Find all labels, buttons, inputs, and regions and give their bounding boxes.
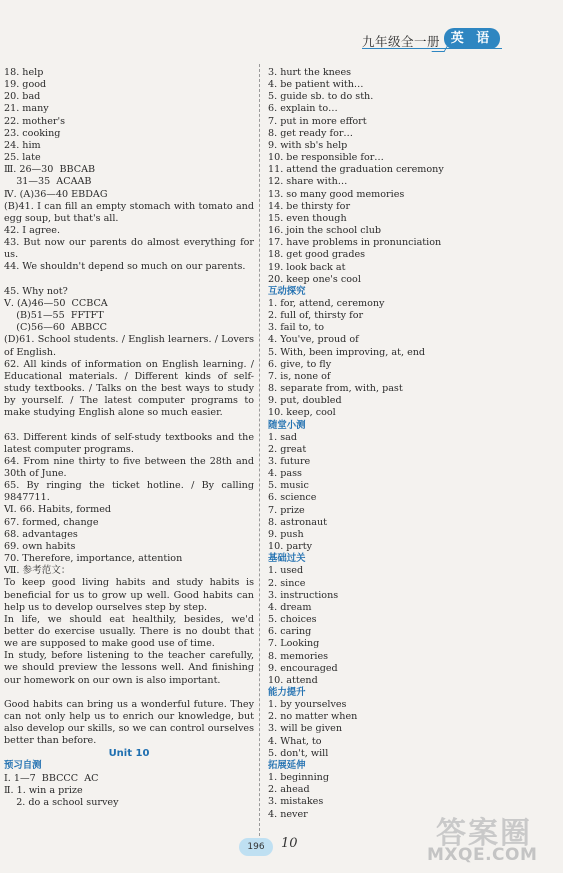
section-heading: 随堂小测 xyxy=(268,419,306,431)
answer-line: (C)56—60 ABBCC xyxy=(4,322,108,334)
section-heading: 互动探究 xyxy=(268,285,306,297)
answer-paragraph: 43. But now our parents do almost everything for us. xyxy=(4,237,254,261)
answer-line: 23. cooking xyxy=(4,127,61,139)
answer-paragraph: In life, we should eat healthily, besides, we'd better do exercise usually. There is no doubt that we are supposed to make good use of time. xyxy=(4,613,254,650)
answer-line: 6. give, to fly xyxy=(268,358,332,370)
answer-line: 68. advantages xyxy=(4,528,78,540)
watermark-url: MXQE.COM xyxy=(427,845,538,865)
answer-line: 2. do a school survey xyxy=(4,796,119,808)
answer-line: 9. put, doubled xyxy=(268,395,342,407)
answer-line: 7. is, none of xyxy=(268,370,331,382)
answer-line: 7. Looking xyxy=(268,638,320,650)
answer-line: 5. music xyxy=(268,480,309,492)
answer-line: 67. formed, change xyxy=(4,516,99,528)
answer-line: 69. own habits xyxy=(4,540,76,552)
answer-line: 4. What, to xyxy=(268,735,322,747)
answer-paragraph: 44. We shouldn't depend so much on our parents. xyxy=(4,261,246,273)
answer-paragraph: (D)61. School students. / English learners. / Lovers of English. xyxy=(4,334,254,358)
answer-line: 25. late xyxy=(4,152,41,164)
answer-line: 3. mistakes xyxy=(268,796,324,808)
answer-line: 5. choices xyxy=(268,614,317,626)
handwritten-note: 10 xyxy=(281,836,298,851)
answer-line: Ⅳ. (A)36—40 EBDAG xyxy=(4,188,108,200)
answer-line: 14. be thirsty for xyxy=(268,200,351,212)
answer-line: 1. for, attend, ceremony xyxy=(268,297,385,309)
answer-line: Ⅱ. 1. win a prize xyxy=(4,784,83,796)
answer-line: 21. many xyxy=(4,103,49,115)
answer-line: 2. no matter when xyxy=(268,711,358,723)
answer-line: 10. attend xyxy=(268,674,318,686)
answer-line: (B)51—55 FFTFT xyxy=(4,310,104,322)
answer-line: Ⅰ. 1—7 BBCCC AC xyxy=(4,772,99,784)
answer-line: 31—35 ACAAB xyxy=(4,176,92,188)
answer-line: 4. be patient with… xyxy=(268,79,364,91)
answer-paragraph: 63. Different kinds of self-study textbooks and the latest computer programs. xyxy=(4,431,254,455)
answer-line: 8. get ready for… xyxy=(268,127,354,139)
answer-line: 18. get good grades xyxy=(268,249,366,261)
answer-line: 8. astronaut xyxy=(268,516,327,528)
answer-line: 1. used xyxy=(268,565,304,577)
column-divider xyxy=(259,64,260,856)
answer-line: 20. keep one's cool xyxy=(268,273,361,285)
header-book-title: 九年级全一册 xyxy=(362,34,441,49)
answer-line: 19. look back at xyxy=(268,261,346,273)
answer-line: 15. even though xyxy=(268,212,347,224)
answer-line: 12. share with… xyxy=(268,176,348,188)
answer-line: 10. keep, cool xyxy=(268,407,336,419)
answer-line: 45. Why not? xyxy=(4,285,68,297)
answer-line: 9. encouraged xyxy=(268,662,338,674)
answer-line: Ⅲ. 26—30 BBCAB xyxy=(4,164,96,176)
answer-line: 16. join the school club xyxy=(268,225,382,237)
answer-line: 5. With, been improving, at, end xyxy=(268,346,426,358)
answer-line: 10. be responsible for… xyxy=(268,152,384,164)
section-heading: 拓展延伸 xyxy=(268,759,306,771)
left-answer-column xyxy=(4,67,254,809)
answer-line: 2. since xyxy=(268,577,306,589)
answer-line: 9. push xyxy=(268,528,304,540)
answer-line: Ⅵ. 66. Habits, formed xyxy=(4,504,112,516)
answer-line: 9. with sb's help xyxy=(268,139,348,151)
answer-line: 13. so many good memories xyxy=(268,188,405,200)
answer-line: 4. dream xyxy=(268,601,312,613)
answer-line: 11. attend the graduation ceremony xyxy=(268,164,444,176)
answer-line: 7. put in more effort xyxy=(268,115,367,127)
answer-line: 3. hurt the knees xyxy=(268,67,352,78)
answer-line: 2. full of, thirsty for xyxy=(268,310,364,322)
answer-line: 19. good xyxy=(4,79,47,91)
answer-paragraph: (B)41. I can fill an empty stomach with tomato and egg soup, but that's all. xyxy=(4,200,254,224)
answer-line: 6. explain to… xyxy=(268,103,338,115)
header-subject-badge: 英 语 xyxy=(444,28,500,49)
answer-line: 3. instructions xyxy=(268,589,339,601)
answer-line: 6. caring xyxy=(268,626,312,638)
answer-line: 5. guide sb. to do sth. xyxy=(268,91,374,103)
answer-paragraph: 64. From nine thirty to five between the 28th and 30th of June. xyxy=(4,455,254,480)
answer-line: 8. separate from, with, past xyxy=(268,383,403,395)
section-heading: 预习自测 xyxy=(4,760,42,772)
answer-line: 20. bad xyxy=(4,91,41,103)
answer-line: 7. prize xyxy=(268,504,305,516)
page-number: 196 xyxy=(239,838,273,856)
answer-line: 42. I agree. xyxy=(4,225,60,237)
answer-line: 2. great xyxy=(268,443,307,455)
section-heading: 基础过关 xyxy=(268,553,306,565)
answer-line: 5. don't, will xyxy=(268,747,329,759)
answer-line: 10. party xyxy=(268,541,313,553)
answer-line: 24. him xyxy=(4,139,41,151)
answer-line: 17. have problems in pronunciation xyxy=(268,237,442,249)
answer-line: 3. fail to, to xyxy=(268,322,325,334)
answer-line: 2. ahead xyxy=(268,784,310,796)
answer-line: 3. will be given xyxy=(268,723,343,735)
watermark-logo: 答案圈 xyxy=(436,816,532,851)
answer-line: 22. mother's xyxy=(4,115,66,127)
answer-paragraph: In study, before listening to the teacher carefully, we should preview the lessons well. And finishing our homework on our own is also important. xyxy=(4,650,254,686)
answer-line: 18. help xyxy=(4,67,44,78)
answer-line: Ⅴ. (A)46—50 CCBCA xyxy=(4,297,108,309)
answer-line: 6. science xyxy=(268,492,317,504)
answer-paragraph: 65. By ringing the ticket hotline. / By calling 9847711. xyxy=(4,480,254,504)
answer-line: 4. You've, proud of xyxy=(268,334,359,346)
answer-line: 70. Therefore, importance, attention xyxy=(4,553,183,565)
answer-line: 3. future xyxy=(268,456,311,467)
answer-line: 4. pass xyxy=(268,468,302,480)
answer-paragraph: Good habits can bring us a wonderful future. They can not only help us to enrich our knowledge, but also develop our skills, so we can control ourselves better than before. xyxy=(4,698,254,747)
answer-line: 8. memories xyxy=(268,650,329,662)
answer-line: 1. by yourselves xyxy=(268,699,347,711)
answer-line: 1. sad xyxy=(268,431,297,443)
answer-line: Ⅶ. 参考范文： xyxy=(4,565,71,577)
section-heading: 能力提升 xyxy=(268,686,306,698)
answer-paragraph: 62. All kinds of information on English learning. / Educational materials. / Different kinds of self-study textbooks. / Talks on the best ways to study by yourself. / The latest computer programs to make studying English alone so much easier. xyxy=(4,358,254,419)
right-answer-column xyxy=(268,67,503,821)
answer-line: 1. beginning xyxy=(268,772,329,784)
answer-paragraph: To keep good living habits and study habits is beneficial for us to grow up well. Good habits can help us to develop ourselves step by step. xyxy=(4,577,254,613)
unit-title: Unit 10 xyxy=(108,748,150,760)
answer-line: 4. never xyxy=(268,808,308,820)
